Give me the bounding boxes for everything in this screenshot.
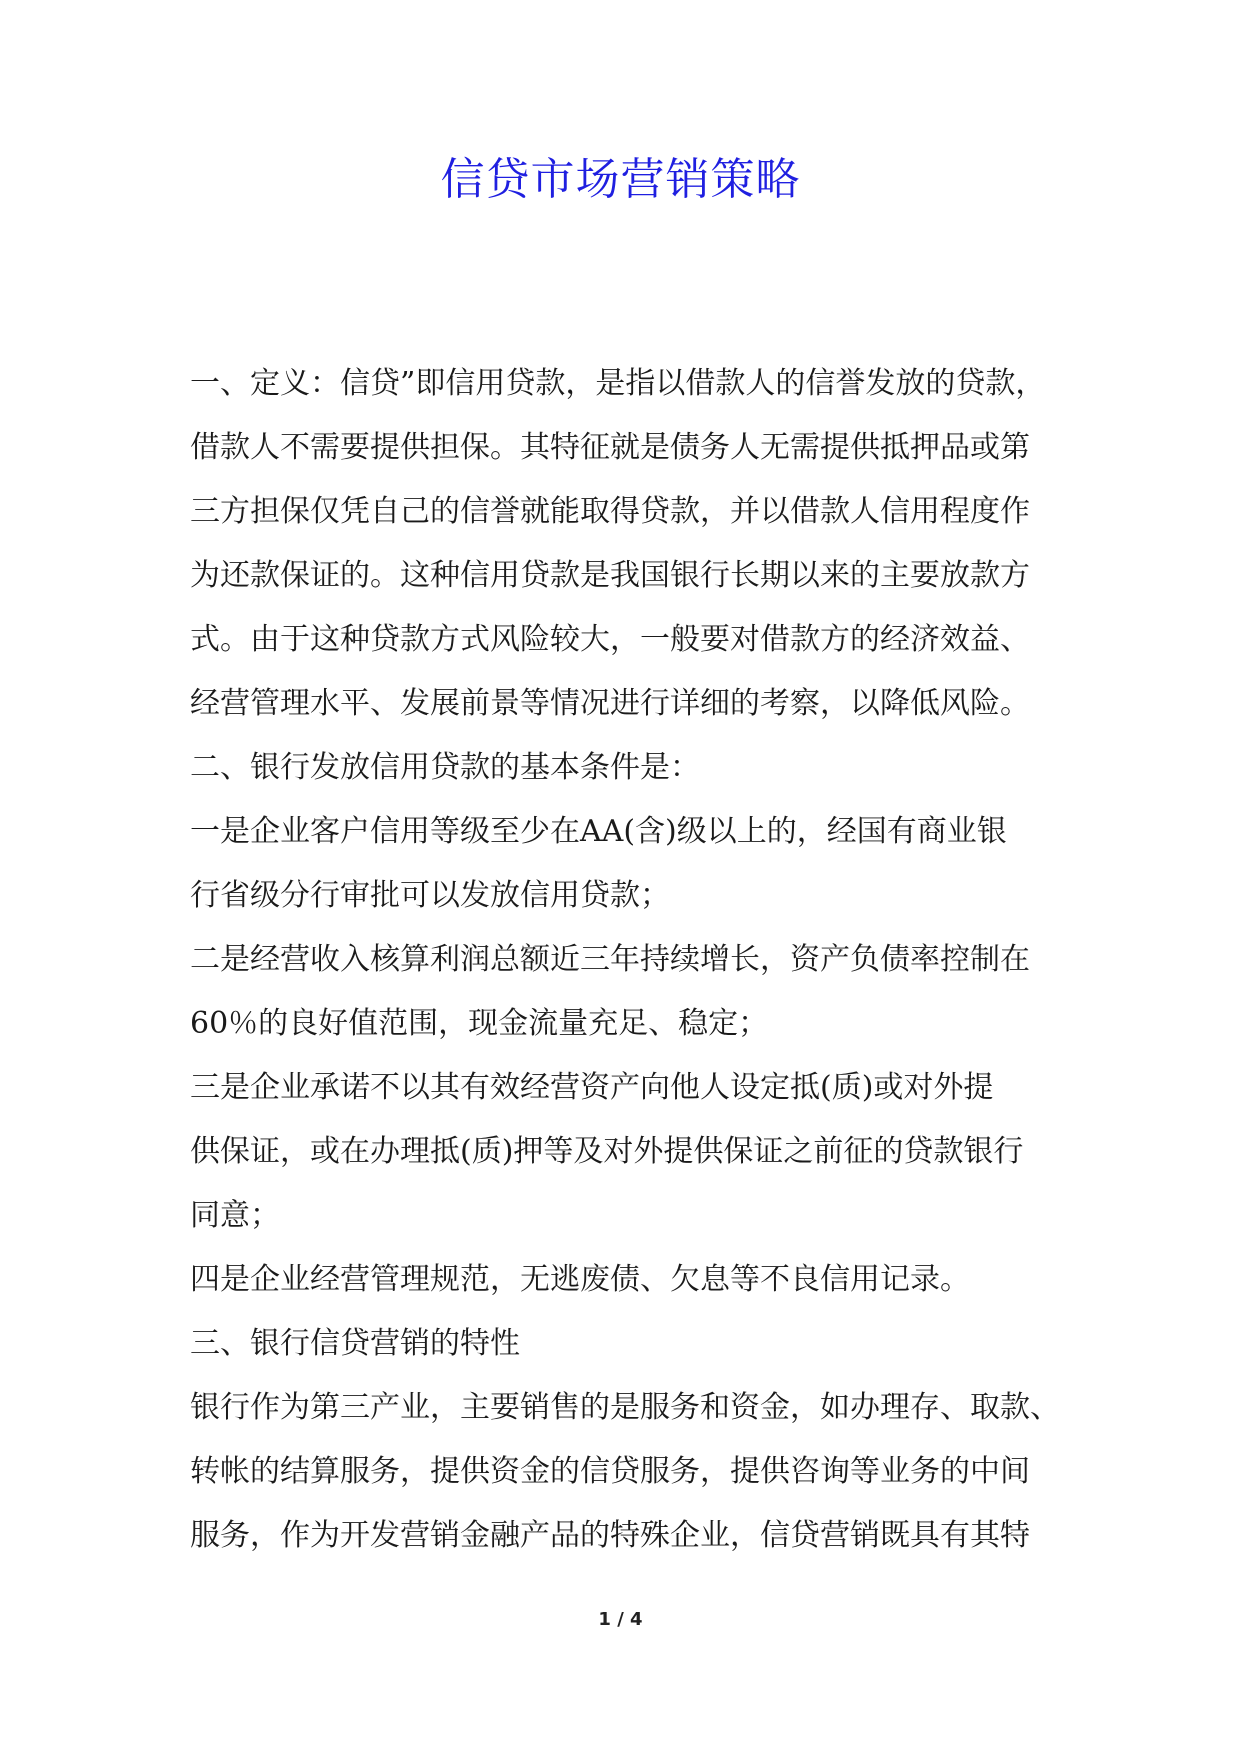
body-line: 三是企业承诺不以其有效经营资产向他人设定抵(质)或对外提 [190, 1070, 994, 1105]
body-line: 同意； [190, 1198, 280, 1233]
body-line: 供保证，或在办理抵(质)押等及对外提供保证之前征的贷款银行 [190, 1134, 1024, 1169]
section-heading: 二、银行发放信用贷款的基本条件是： [190, 750, 700, 785]
document-body [190, 352, 1070, 1568]
body-line: 二是经营收入核算利润总额近三年持续增长，资产负债率控制在 [190, 942, 1030, 977]
body-line: 60％的良好值范围，现金流量充足、稳定； [190, 1006, 769, 1041]
body-line: 借款人不需要提供担保。其特征就是债务人无需提供抵押品或第 [190, 430, 1030, 465]
body-line: 服务，作为开发营销金融产品的特殊企业，信贷营销既具有其特 [190, 1518, 1030, 1553]
body-line: 转帐的结算服务，提供资金的信贷服务，提供咨询等业务的中间 [190, 1454, 1030, 1489]
section-heading: 三、银行信贷营销的特性 [190, 1326, 520, 1361]
body-line: 为还款保证的。这种信用贷款是我国银行长期以来的主要放款方 [190, 558, 1030, 593]
body-line: 行省级分行审批可以发放信用贷款； [190, 878, 670, 913]
body-line: 式。由于这种贷款方式风险较大，一般要对借款方的经济效益、 [190, 622, 1030, 657]
body-line: 经营管理水平、发展前景等情况进行详细的考察，以降低风险。 [190, 686, 1030, 721]
body-line: 三方担保仅凭自己的信誉就能取得贷款，并以借款人信用程度作 [190, 494, 1030, 529]
body-line: 一是企业客户信用等级至少在AA(含)级以上的，经国有商业银 [190, 814, 1007, 849]
page-number: 1 / 4 [598, 1609, 643, 1630]
body-line: 银行作为第三产业，主要销售的是服务和资金，如办理存、取款、 [190, 1390, 1060, 1425]
body-line: 四是企业经营管理规范，无逃废债、欠息等不良信用记录。 [190, 1262, 970, 1297]
document-title: 信贷市场营销策略 [440, 154, 801, 205]
body-line: 一、定义：信贷”即信用贷款，是指以借款人的信誉发放的贷款， [190, 366, 1046, 401]
